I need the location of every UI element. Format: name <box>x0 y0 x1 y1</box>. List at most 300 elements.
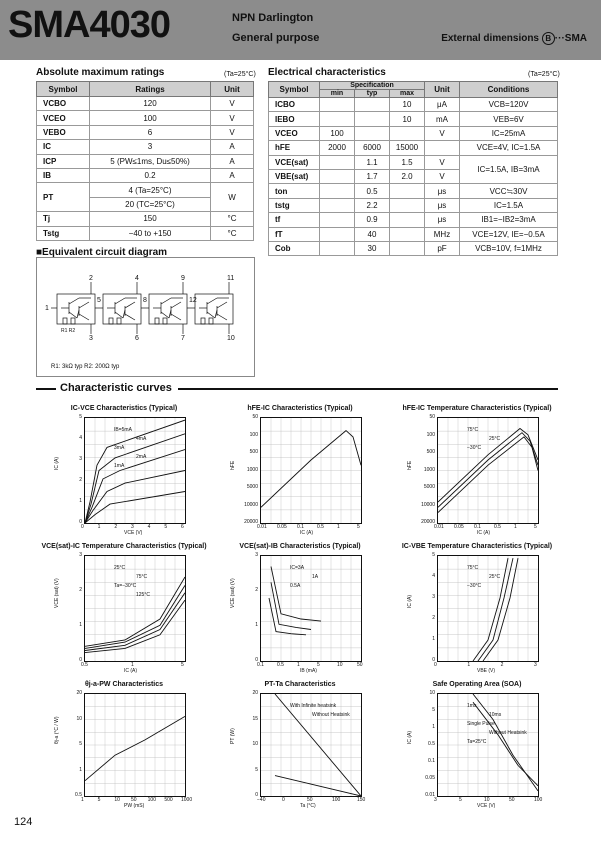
elec-symbol: VCEO <box>269 126 320 140</box>
curve-label: 75°C <box>467 565 479 571</box>
x-tick-label: 3 <box>534 662 537 668</box>
table-row <box>269 241 558 255</box>
x-tick-label: 5 <box>164 524 168 530</box>
table-row <box>37 154 254 168</box>
abs-unit: V <box>211 125 254 139</box>
x-tick-label: 3 <box>131 524 134 530</box>
graph-title: IC-VCE Characteristics (Typical) <box>70 405 178 412</box>
elec-title: Electrical characteristics <box>268 67 386 78</box>
curve-label: 2mA <box>136 454 147 460</box>
elec-col-typ: typ <box>355 90 390 98</box>
y-tick-label: 5000 <box>246 484 258 490</box>
abs-unit: A <box>211 168 254 182</box>
table-row <box>269 141 558 155</box>
y-tick-label: 1 <box>79 498 82 504</box>
x-tick-label: 50 <box>509 797 515 803</box>
device-type: NPN Darlington <box>232 12 314 24</box>
elec-max: 1.5 <box>390 155 425 169</box>
table-row <box>269 126 558 140</box>
table-row <box>37 226 254 240</box>
x-tick-label: 0.1 <box>474 524 481 530</box>
x-tick-label: 500 <box>164 797 173 803</box>
ext-prefix: External dimensions <box>441 33 542 44</box>
elec-unit <box>425 141 460 155</box>
abs-rating: 5 (PW≤1ms, Du≤50%) <box>90 154 211 168</box>
elec-typ: 0.5 <box>355 184 390 198</box>
y-tick-label: 10000 <box>244 501 258 508</box>
elec-unit: μs <box>425 198 460 212</box>
y-tick-label: 0 <box>255 792 258 798</box>
elec-typ: 40 <box>355 227 390 241</box>
pin-label-bottom: 6 <box>135 335 139 342</box>
y-tick-label: 50 <box>252 414 258 420</box>
x-tick-label: 5 <box>534 524 537 530</box>
y-tick-label: 0 <box>255 657 258 663</box>
circuit-diagram-box <box>36 257 255 377</box>
abs-rating: 0.2 <box>90 168 211 182</box>
curve-label: IC=3A <box>290 565 305 571</box>
graph-title: Safe Operating Area (SOA) <box>432 681 522 688</box>
y-tick-label: 15 <box>252 715 258 722</box>
y-tick-label: 3 <box>432 594 435 600</box>
elec-cond: VCB=120V <box>460 98 558 112</box>
graph-plot-area <box>437 417 539 524</box>
pin-label-top: 2 <box>89 275 93 282</box>
x-axis-label: IC (A) <box>300 530 314 536</box>
elec-cond: VCE=4V, IC=1.5A <box>460 141 558 155</box>
circuit-title: ■Equivalent circuit diagram <box>36 247 168 258</box>
elec-min: 100 <box>320 126 355 140</box>
abs-rating: 120 <box>90 97 211 111</box>
elec-typ: 1.1 <box>355 155 390 169</box>
graph-plot-area <box>437 555 539 662</box>
graph-svg <box>438 556 538 661</box>
graph-title: hFE-IC Characteristics (Typical) <box>247 405 353 412</box>
abs-symbol: Tj <box>37 212 90 226</box>
elec-unit: V <box>425 155 460 169</box>
y-axis-label: PT (W) <box>230 728 236 744</box>
graph-svg <box>261 418 361 523</box>
y-tick-label: 1 <box>79 766 82 773</box>
abs-symbol: VCEO <box>37 111 90 125</box>
elec-typ: 6000 <box>355 141 390 155</box>
curves-title: Characteristic curves <box>60 382 172 394</box>
elec-symbol: ton <box>269 184 320 198</box>
elec-max: 10 <box>390 112 425 126</box>
graph-plot-area <box>84 417 186 524</box>
abs-rating: −40 to +150 <box>90 226 211 240</box>
y-tick-label: 4 <box>79 435 82 441</box>
x-tick-label: 5 <box>357 524 360 530</box>
y-tick-label: 0 <box>79 519 82 525</box>
abs-col-unit: Unit <box>211 82 254 97</box>
elec-max: 2.0 <box>390 169 425 183</box>
table-row <box>37 212 254 226</box>
x-tick-label: 1 <box>297 662 300 668</box>
graph-title: VCE(sat)-IB Characteristics (Typical) <box>239 543 361 550</box>
elec-symbol: VBE(sat) <box>269 169 320 183</box>
elec-unit: pF <box>425 241 460 255</box>
x-axis-label: VBE (V) <box>477 668 496 674</box>
abs-max-table <box>36 81 254 241</box>
y-tick-label: 2 <box>79 477 82 483</box>
curve-label: Ta=−30°C <box>114 583 137 589</box>
x-tick-label: 1 <box>467 662 471 668</box>
y-tick-label: 1 <box>432 724 435 730</box>
elec-min <box>320 98 355 112</box>
graph-plot-area <box>84 693 186 797</box>
y-tick-label: 0.5 <box>75 792 82 798</box>
y-tick-label: 100 <box>426 431 435 438</box>
elec-col-conditions: Conditions <box>460 82 558 98</box>
abs-rating: 6 <box>90 125 211 139</box>
graph-svg <box>85 694 185 796</box>
elec-col-symbol: Symbol <box>269 82 320 98</box>
x-tick-label: 0.5 <box>317 524 324 530</box>
page-number: 124 <box>14 816 33 828</box>
x-tick-label: −40 <box>257 797 266 803</box>
elec-typ <box>355 98 390 112</box>
x-tick-label: 5 <box>97 797 101 803</box>
y-tick-label: 0 <box>79 657 82 663</box>
x-tick-label: 10 <box>337 662 343 668</box>
y-tick-label: 1000 <box>423 466 435 473</box>
pin-label-mid: 5 <box>97 297 101 304</box>
abs-rating: 20 (TC=25°C) <box>90 197 211 211</box>
x-axis-label: IC (A) <box>124 668 138 674</box>
part-number: SMA4030 <box>8 4 170 46</box>
y-axis-label: VCE (sat) (V) <box>54 577 60 608</box>
elec-typ: 2.2 <box>355 198 390 212</box>
graph-title: hFE-IC Temperature Characteristics (Typical) <box>402 405 552 412</box>
graph-plot-area <box>84 555 186 662</box>
x-tick-label: 5 <box>181 662 184 668</box>
curve-label: 1mA <box>114 463 125 469</box>
elec-col-max: max <box>390 90 425 98</box>
curve-label: 10ms <box>489 712 502 718</box>
abs-unit: A <box>211 154 254 168</box>
curves-rule-right <box>178 388 558 390</box>
x-tick-label: 2 <box>500 662 504 668</box>
abs-rating: 3 <box>90 140 211 154</box>
elec-unit: MHz <box>425 227 460 241</box>
x-axis-label: IC (A) <box>477 530 491 536</box>
x-tick-label: 0.05 <box>454 524 464 530</box>
x-tick-label: 0 <box>282 797 285 803</box>
x-tick-label: 10 <box>114 797 120 803</box>
elec-symbol: hFE <box>269 141 320 155</box>
elec-min <box>320 198 355 212</box>
y-tick-label: 20 <box>76 690 82 696</box>
x-axis-label: PW (mS) <box>124 803 145 809</box>
curve-label: 25°C <box>489 574 501 580</box>
elec-typ: 30 <box>355 241 390 255</box>
x-tick-label: 2 <box>114 524 118 530</box>
y-tick-label: 2 <box>255 587 258 593</box>
elec-unit: μs <box>425 213 460 227</box>
y-tick-label: 100 <box>249 431 258 438</box>
y-axis-label: hFE <box>407 460 413 470</box>
graph-plot-area <box>260 417 362 524</box>
graph-title: IC-VBE Temperature Characteristics (Typical) <box>401 543 553 550</box>
curve-label: 25°C <box>114 565 126 571</box>
elec-condition: (Ta=25°C) <box>528 71 560 78</box>
graph-curve <box>269 598 306 635</box>
abs-symbol: VEBO <box>37 125 90 139</box>
y-tick-label: 50 <box>429 414 435 420</box>
x-tick-label: 150 <box>357 797 366 803</box>
x-tick-label: 6 <box>181 524 184 530</box>
elec-min <box>320 184 355 198</box>
table-row <box>37 168 254 182</box>
elec-symbol: IEBO <box>269 112 320 126</box>
elec-cond: IC=1.5A <box>460 198 558 212</box>
curve-label: Ta=25°C <box>467 739 487 745</box>
elec-col-min: min <box>320 90 355 98</box>
abs-col-ratings: Ratings <box>90 82 211 97</box>
graph-curve <box>275 776 361 796</box>
curve-label: Without Heatsink <box>312 712 350 718</box>
pin-label-mid: 12 <box>189 297 197 304</box>
table-row <box>269 227 558 241</box>
x-tick-label: 50 <box>307 797 313 803</box>
y-tick-label: 5 <box>255 766 258 773</box>
pin-label-top: 11 <box>227 275 235 282</box>
y-axis-label: θj-a (°C / W) <box>54 716 60 744</box>
abs-symbol: VCBO <box>37 97 90 111</box>
elec-typ <box>355 112 390 126</box>
curves-rule-left <box>36 388 56 390</box>
curve-label: 75°C <box>136 574 148 580</box>
curve-label: IB=5mA <box>114 427 132 433</box>
external-dimensions <box>441 32 587 45</box>
graph-plot-area <box>260 555 362 662</box>
elec-unit: μA <box>425 98 460 112</box>
x-axis-label: VCE (V) <box>477 803 496 809</box>
elec-min: 2000 <box>320 141 355 155</box>
elec-col-unit: Unit <box>425 82 460 98</box>
x-tick-label: 1 <box>81 797 84 803</box>
graph-svg <box>261 556 361 661</box>
curve-label: 4mA <box>136 436 147 442</box>
table-row <box>37 140 254 154</box>
y-tick-label: 4 <box>432 573 435 579</box>
table-row <box>269 184 558 198</box>
curve-label: Single Pulse <box>467 721 495 727</box>
y-tick-label: 10 <box>76 715 82 722</box>
y-tick-label: 1000 <box>246 466 258 473</box>
table-row <box>37 183 254 197</box>
graph-title: PT-Ta Characteristics <box>264 681 336 688</box>
x-tick-label: 1 <box>514 524 517 530</box>
abs-max-condition: (Ta=25°C) <box>224 71 256 78</box>
x-tick-label: 0 <box>434 662 437 668</box>
x-tick-label: 5 <box>459 797 462 803</box>
table-row <box>37 97 254 111</box>
elec-max <box>390 198 425 212</box>
table-row <box>269 198 558 212</box>
curve-label: 75°C <box>467 427 479 433</box>
elec-max <box>390 184 425 198</box>
x-tick-label: 5 <box>317 662 320 668</box>
table-row <box>37 125 254 139</box>
elec-symbol: VCE(sat) <box>269 155 320 169</box>
curve-label: 125°C <box>136 592 150 598</box>
graph-svg <box>438 694 538 796</box>
table-row <box>269 155 558 169</box>
y-tick-label: 3 <box>79 456 82 462</box>
pin-label-bottom: 3 <box>89 335 93 342</box>
y-tick-label: 20000 <box>421 519 435 525</box>
x-axis-label: IB (mA) <box>300 668 317 674</box>
elec-min <box>320 227 355 241</box>
x-tick-label: 0.05 <box>277 524 287 530</box>
elec-typ: 0.9 <box>355 213 390 227</box>
abs-unit: °C <box>211 212 254 226</box>
y-tick-label: 5 <box>432 552 435 558</box>
y-tick-label: 5 <box>432 707 435 713</box>
elec-cond: IC=25mA <box>460 126 558 140</box>
elec-symbol: Cob <box>269 241 320 255</box>
graph-svg <box>85 556 185 661</box>
graph-svg <box>438 418 538 523</box>
elec-min <box>320 155 355 169</box>
abs-col-symbol: Symbol <box>37 82 90 97</box>
resistor-labels: R1 R2 <box>61 328 76 334</box>
header-bar <box>0 0 601 60</box>
y-tick-label: 0.01 <box>425 792 435 798</box>
x-tick-label: 3 <box>434 797 437 803</box>
y-tick-label: 0.05 <box>425 775 435 781</box>
x-tick-label: 0.5 <box>494 524 501 530</box>
y-tick-label: 500 <box>249 449 258 455</box>
curve-label: 25°C <box>489 436 501 442</box>
circuit-diagram <box>37 258 254 376</box>
elec-cond: IC=1.5A, IB=3mA <box>460 155 558 184</box>
curve-label: 0.5A <box>290 583 301 589</box>
x-tick-label: 0.1 <box>257 662 264 668</box>
elec-table <box>268 81 558 256</box>
x-tick-label: 0.5 <box>277 662 284 668</box>
abs-unit: V <box>211 111 254 125</box>
x-tick-label: 0.1 <box>297 524 304 530</box>
y-tick-label: 0.5 <box>428 741 435 747</box>
elec-min <box>320 241 355 255</box>
x-tick-label: 1 <box>337 524 340 530</box>
x-tick-label: 100 <box>147 797 156 803</box>
graph-svg <box>85 418 185 523</box>
y-tick-label: 20 <box>252 690 258 696</box>
x-tick-label: 0 <box>81 524 84 530</box>
y-tick-label: 1 <box>255 622 258 628</box>
y-tick-label: 500 <box>426 449 435 455</box>
x-tick-label: 1 <box>131 662 134 668</box>
table-row <box>269 213 558 227</box>
device-purpose: General purpose <box>232 32 320 44</box>
curve-label: With Infinite heatsink <box>290 703 337 709</box>
y-tick-label: 2 <box>432 615 435 621</box>
elec-max <box>390 241 425 255</box>
abs-rating: 4 (Ta=25°C) <box>90 183 211 197</box>
abs-symbol: IB <box>37 168 90 182</box>
abs-rating: 100 <box>90 111 211 125</box>
pin-label-left: 1 <box>45 305 49 312</box>
elec-cond: VCE=12V, IE=−0.5A <box>460 227 558 241</box>
elec-cond: IB1=−IB2=3mA <box>460 213 558 227</box>
x-axis-label: Ta (°C) <box>300 803 316 809</box>
elec-unit: mA <box>425 112 460 126</box>
y-axis-label: IC (A) <box>407 594 413 608</box>
elec-cond: VEB=6V <box>460 112 558 126</box>
pin-label-top: 9 <box>181 275 185 282</box>
elec-cond: VCC≒30V <box>460 184 558 198</box>
y-tick-label: 1 <box>432 636 435 642</box>
graph-title: θj-a-PW Characteristics <box>84 681 164 688</box>
y-tick-label: 0 <box>432 657 435 663</box>
y-tick-label: 3 <box>255 552 258 558</box>
elec-symbol: tstg <box>269 198 320 212</box>
y-tick-label: 1 <box>79 622 82 628</box>
elec-symbol: tf <box>269 213 320 227</box>
y-axis-label: IC (A) <box>407 730 413 744</box>
pin-label-bottom: 7 <box>181 335 185 342</box>
abs-unit: °C <box>211 226 254 240</box>
y-tick-label: 5000 <box>423 484 435 490</box>
curve-label: −30°C <box>467 583 482 589</box>
curve-label: 1A <box>312 574 319 580</box>
elec-unit: V <box>425 169 460 183</box>
elec-min <box>320 169 355 183</box>
y-tick-label: 0.1 <box>428 758 435 764</box>
ext-suffix: ···SMA <box>554 33 587 44</box>
elec-unit: V <box>425 126 460 140</box>
graph-svg <box>261 694 361 796</box>
y-tick-label: 2 <box>79 587 82 593</box>
circuit-note: R1: 3kΩ typ R2: 200Ω typ <box>51 364 120 370</box>
table-row <box>269 98 558 112</box>
curve-label: −30°C <box>467 445 482 451</box>
x-axis-label: VCE (V) <box>124 530 143 536</box>
elec-symbol: ICBO <box>269 98 320 112</box>
elec-max <box>390 213 425 227</box>
abs-symbol: ICP <box>37 154 90 168</box>
elec-unit: μs <box>425 184 460 198</box>
elec-typ: 1.7 <box>355 169 390 183</box>
y-tick-label: 5 <box>79 741 82 747</box>
elec-max <box>390 227 425 241</box>
elec-max: 10 <box>390 98 425 112</box>
abs-symbol: IC <box>37 140 90 154</box>
pin-label-bottom: 10 <box>227 335 235 342</box>
elec-symbol: fT <box>269 227 320 241</box>
elec-col-spec: Specification <box>320 82 425 90</box>
x-tick-label: 50 <box>357 662 363 668</box>
elec-typ <box>355 126 390 140</box>
elec-min <box>320 112 355 126</box>
abs-symbol: PT <box>37 183 90 212</box>
table-row <box>269 112 558 126</box>
abs-rating: 150 <box>90 212 211 226</box>
x-tick-label: 0.01 <box>434 524 444 530</box>
elec-max: 15000 <box>390 141 425 155</box>
x-tick-label: 1000 <box>181 797 193 803</box>
x-tick-label: 50 <box>131 797 137 803</box>
table-row <box>37 111 254 125</box>
graph-plot-area <box>437 693 539 797</box>
x-tick-label: 0.5 <box>81 662 88 668</box>
y-tick-label: 3 <box>79 552 82 558</box>
abs-unit: V <box>211 97 254 111</box>
